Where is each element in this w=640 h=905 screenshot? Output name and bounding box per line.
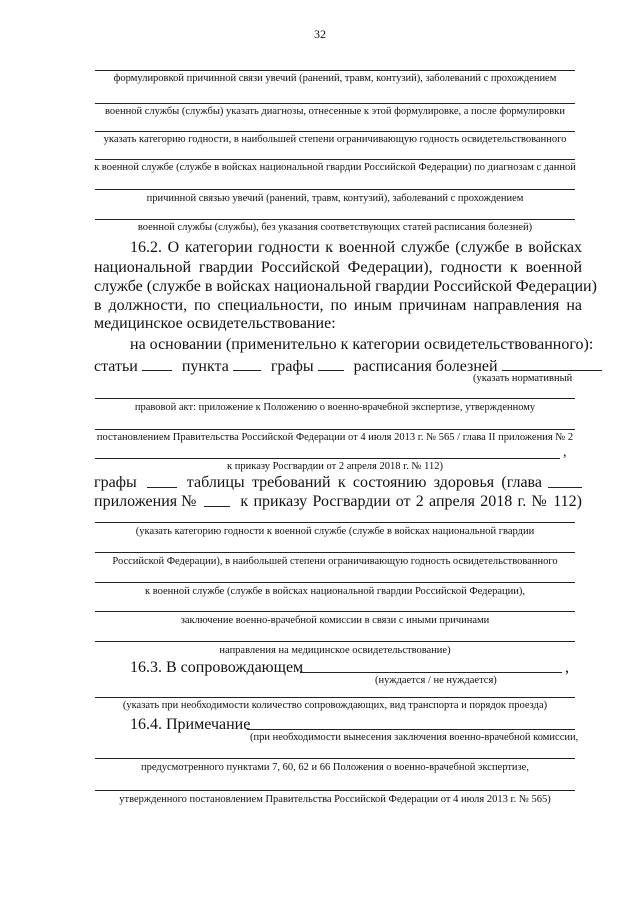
caption-line: утвержденного постановлением Правительства Российской Федерации от 4 июля 2013 г. № 565) [119, 794, 551, 805]
prilozheniya-row [94, 492, 582, 512]
form-line [95, 219, 575, 220]
section-16-2-line: национальной гвардии Российской Федерации), годности к военной [94, 259, 582, 276]
point-label: пункта [181, 358, 229, 375]
section-16-2-line: в должности, по специальности, по иным причинам направления на [94, 297, 582, 314]
grafy-rest: таблицы требований к состоянию здоровья (глава [186, 474, 542, 491]
grafy-row [94, 473, 582, 493]
caption-line: причинной связью увечий (ранений, травм, контузий), заболеваний с прохождением [146, 193, 524, 204]
form-line [95, 398, 575, 399]
form-line [95, 458, 560, 459]
caption-line: Российской Федерации), в наибольшей степени ограничивающую годность освидетельствованного [112, 556, 558, 567]
schedule-field[interactable] [502, 356, 602, 371]
section-16-2-line: 16.2. О категории годности к военной службе (службе в войсках [130, 239, 582, 256]
section-16-2-line: медицинское освидетельствование: [94, 315, 336, 332]
comma: , [563, 445, 567, 460]
form-line [95, 189, 575, 190]
caption-line: военной службы (службы), без указания соответствующих статей расписания болезней) [137, 222, 533, 233]
form-line [95, 103, 575, 104]
hint-escort: (нуждается / не нуждается) [375, 675, 497, 686]
form-line [95, 70, 575, 71]
form-line [95, 131, 575, 132]
caption-line: к военной службе (службе в войсках национальной гвардии Российской Федерации), [144, 586, 526, 597]
form-line [95, 790, 575, 791]
caption-line: заключение военно-врачебной комиссии в связи с иными причинами [180, 615, 490, 626]
form-line [95, 697, 575, 698]
grafy-field[interactable] [147, 473, 177, 488]
form-line [95, 611, 575, 612]
form-line [95, 582, 575, 583]
form-line [95, 552, 575, 553]
basis-text: на основании (применительно к категории освидетельствованного): [130, 336, 594, 353]
section-16-3-label: 16.3. В сопровождающем [130, 659, 304, 676]
caption-line: военной службы (службы) указать диагнозы, отнесенные к этой формулировке, а после формулировки [105, 106, 565, 117]
form-line [95, 641, 575, 642]
caption-line: правовой акт: приложение к Положению о военно-врачебной экспертизе, утвержденному [134, 402, 536, 413]
note-field[interactable] [247, 729, 575, 730]
grafy-label: графы [94, 474, 137, 491]
caption-line: постановлением Правительства Российской Федерации от 4 июля 2013 г. № 565 / глава II приложения № 2 [96, 432, 574, 443]
section-16-2-line: службе (службе в войсках национальной гвардии Российской Федерации) [94, 278, 597, 295]
form-line [95, 429, 575, 430]
form-line [95, 522, 575, 523]
article-field[interactable] [142, 356, 172, 371]
caption-line: указать категорию годности, в наибольшей степени ограничивающую годность освидетельствованного [103, 134, 567, 145]
prilozheniya-label: приложения № [94, 493, 197, 510]
schedule-label: расписания болезней [353, 358, 498, 375]
caption-line: к приказу Росгвардии от 2 апреля 2018 г. № 112) [227, 461, 443, 472]
section-16-4-label: 16.4. Примечание [130, 716, 251, 733]
caption-line: направления на медицинское освидетельствование) [219, 645, 451, 656]
caption-line: (указать при необходимости количество сопровождающих, вид транспорта и порядок проезда) [122, 700, 548, 711]
form-line [95, 159, 575, 160]
caption-line: (указать категорию годности к военной службе (службе в войсках национальной гвардии [135, 526, 535, 537]
glava-field[interactable] [548, 473, 582, 488]
articles-label: статьи [94, 358, 138, 375]
hint-normative: (указать нормативный [473, 373, 573, 384]
column-field[interactable] [318, 356, 344, 371]
escort-field[interactable] [300, 672, 562, 673]
comma: , [565, 659, 569, 676]
caption-line: (при необходимости вынесения заключения военно-врачебной комиссии, [250, 732, 579, 743]
caption-line: предусмотренного пунктами 7, 60, 62 и 66 Положения о военно-врачебной экспертизе, [141, 762, 529, 773]
form-line [95, 758, 575, 759]
prilozheniya-rest: к приказу Росгвардии от 2 апреля 2018 г. № 112) [240, 493, 582, 510]
point-field[interactable] [233, 356, 261, 371]
caption-line: к военной службе (службе в войсках национальной гвардии Российской Федерации) по диагнозам с данной [94, 162, 576, 173]
prilozheniya-field[interactable] [204, 492, 230, 507]
caption-line: формулировкой причинной связи увечий (ранений, травм, контузий), заболеваний с прохождением [113, 73, 557, 84]
page-number: 32 [314, 27, 326, 41]
column-label: графы [270, 358, 314, 375]
